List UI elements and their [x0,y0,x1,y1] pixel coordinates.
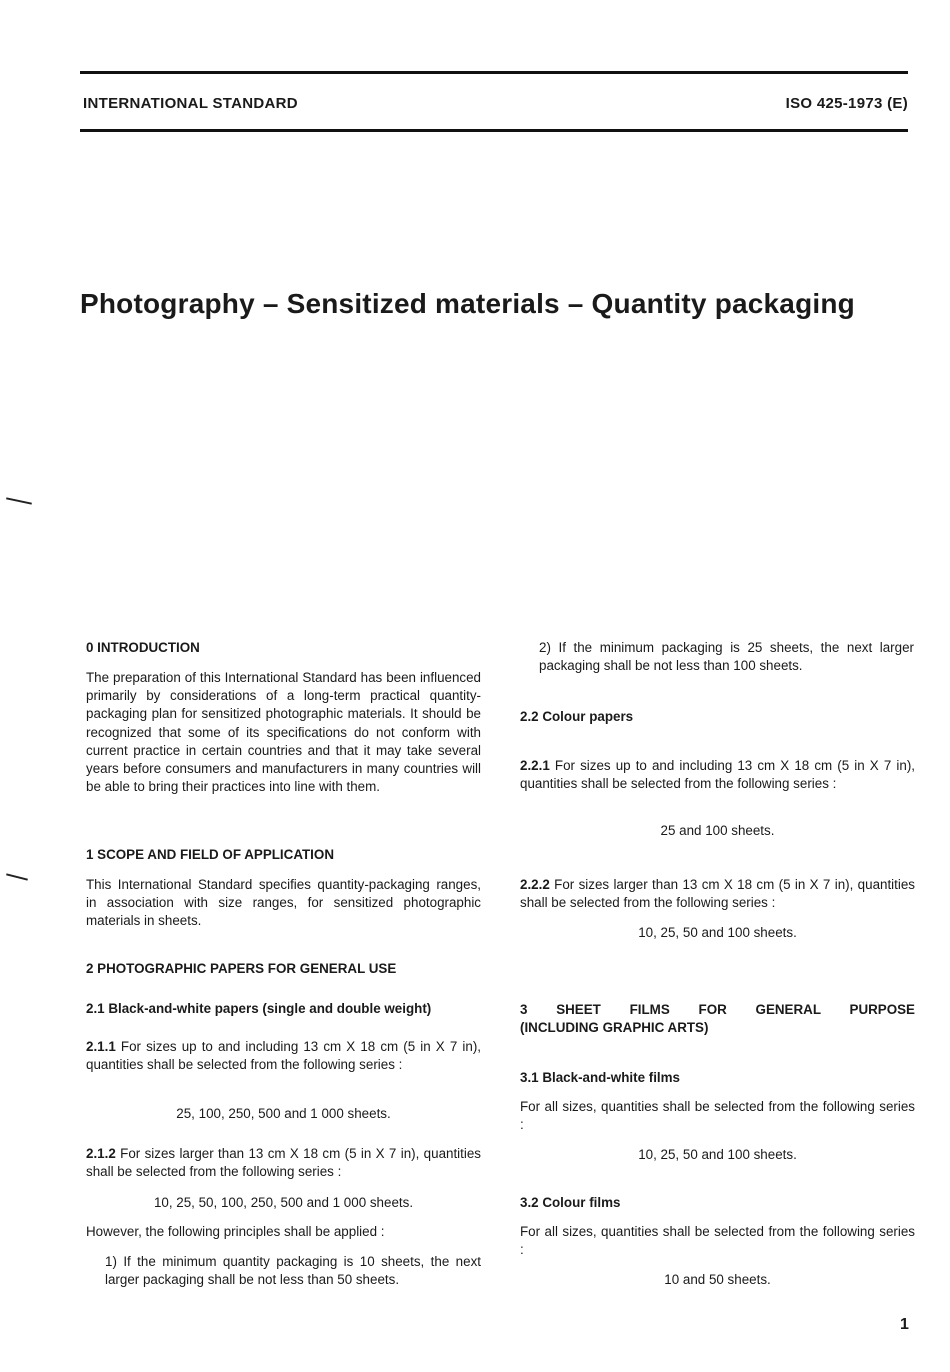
series-2-1-1: 25, 100, 250, 500 and 1 000 sheets. [176,1106,391,1121]
principle-1: 1) If the minimum quantity packaging is 10 sheets, the next larger packaging shall be not less than 50 sheets. [105,1254,481,1288]
clause-text: For sizes larger than 13 cm X 18 cm (5 in X 7 in), quantities shall be selected from the following series : [520,877,915,911]
scan-mark-top [6,497,32,504]
series-2-1-2: 10, 25, 50, 100, 250, 500 and 1 000 sheets. [153,1195,414,1210]
principles-intro: However, the following principles shall be applied : [86,1224,385,1239]
clause-text: For sizes larger than 13 cm X 18 cm (5 in X 7 in), quantities shall be selected from the following series : [86,1146,481,1180]
films-heading-line-2: (INCLUDING GRAPHIC ARTS) [520,1020,709,1035]
header-bottom-rule [80,129,908,132]
standard-number: ISO 425-1973 (E) [785,95,908,112]
clause-number: 2.1.2 [86,1146,116,1161]
clause-2-2-1 [520,757,915,793]
scan-mark-bottom [6,873,28,880]
intro-heading: 0 INTRODUCTION [86,640,200,655]
header-top-rule [80,71,908,74]
scope-body: This International Standard specifies quantity-packaging ranges, in association with size ranges, for sensitized photographic materials in sheets. [86,877,481,929]
bw-films-text: For all sizes, quantities shall be selected from the following series : [520,1099,915,1133]
clause-2-2-2 [520,876,915,912]
papers-heading: 2 PHOTOGRAPHIC PAPERS FOR GENERAL USE [86,961,397,976]
bw-films-heading: 3.1 Black-and-white films [520,1070,680,1085]
clause-number: 2.1.1 [86,1039,116,1054]
series-2-2-2: 10, 25, 50 and 100 sheets. [638,925,797,940]
principle-2: 2) If the minimum packaging is 25 sheets, the next larger packaging shall be not less than 100 sheets. [539,640,914,674]
colour-papers-heading: 2.2 Colour papers [520,709,634,724]
bw-papers-heading: 2.1 Black-and-white papers (single and double weight) [86,1001,432,1016]
scope-heading: 1 SCOPE AND FIELD OF APPLICATION [86,847,334,862]
bw-films-series: 10, 25, 50 and 100 sheets. [638,1147,797,1162]
colour-films-text: For all sizes, quantities shall be selected from the following series : [520,1224,915,1258]
clause-text: For sizes up to and including 13 cm X 18 cm (5 in X 7 in), quantities shall be selected from the following series : [86,1039,481,1073]
clause-text: For sizes up to and including 13 cm X 18 cm (5 in X 7 in), quantities shall be selected from the following series : [520,758,915,792]
clause-number: 2.2.1 [520,758,550,773]
intro-body: The preparation of this International Standard has been influenced primarily by considerations of a long-term practical quantity-packaging plan for sensitized photographic materials. It should be recognized that some of its specifications do not conform with current practice in certain countries and that it may take several years before consumers and manufacturers in many countries will be able to bring their practices into line with them. [86,670,481,795]
clause-2-1-1 [86,1038,481,1074]
colour-films-heading: 3.2 Colour films [520,1195,621,1210]
page-title: Photography – Sensitized materials – Quantity packaging [80,288,855,319]
clause-2-1-2 [86,1145,481,1181]
films-heading-line-1: 3 SHEET FILMS FOR GENERAL PURPOSE [520,1002,915,1017]
colour-films-series: 10 and 50 sheets. [664,1272,771,1287]
clause-number: 2.2.2 [520,877,550,892]
series-2-2-1: 25 and 100 sheets. [660,823,775,838]
document-type: INTERNATIONAL STANDARD [83,95,298,112]
page-number: 1 [900,1316,909,1333]
